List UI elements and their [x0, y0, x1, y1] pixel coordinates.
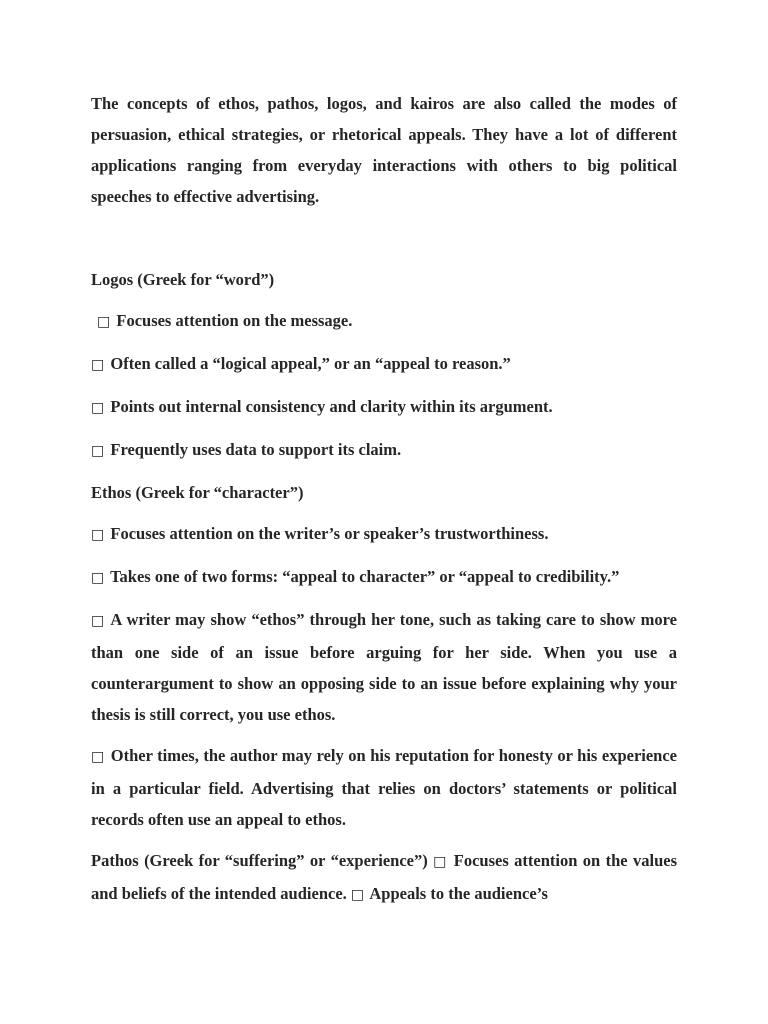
ethos-bullet-3 — [91, 604, 677, 730]
pathos-bullet-2-text: Appeals to the audience’s — [369, 884, 548, 903]
checkbox-bullet-icon: □ — [91, 357, 105, 373]
checkbox-bullet-icon: □ — [91, 613, 105, 629]
ethos-bullet-1 — [91, 518, 677, 551]
logos-bullet-1-text: Focuses attention on the message. — [116, 311, 353, 330]
logos-bullet-4-text: Frequently uses data to support its claim. — [110, 440, 402, 459]
checkbox-bullet-icon: □ — [91, 443, 105, 459]
checkbox-bullet-icon: □ — [91, 400, 105, 416]
intro-paragraph: The concepts of ethos, pathos, logos, and kairos are also called the modes of persuasion, ethical strategies, or rhetorical appeals. They have a lot of different applications ranging from everyday interactions with others to big political speeches to effective advertising. — [91, 94, 677, 206]
pathos-heading: Pathos (Greek for “suffering” or “experience”) — [91, 851, 428, 870]
checkbox-bullet-icon: □ — [91, 570, 105, 586]
logos-bullet-4 — [91, 434, 677, 467]
pathos-paragraph — [91, 845, 677, 907]
ethos-bullet-4-text: Other times, the author may rely on his reputation for honesty or his experience in a particular field. Advertising that relies on doctors’ statements or political records often use an appeal to ethos. — [91, 746, 677, 829]
ethos-bullet-1-text: Focuses attention on the writer’s or speaker’s trustworthiness. — [110, 524, 549, 543]
ethos-bullet-2-text: Takes one of two forms: “appeal to character” or “appeal to credibility.” — [110, 567, 620, 586]
checkbox-bullet-icon: □ — [91, 749, 105, 765]
ethos-bullet-2 — [91, 561, 677, 594]
logos-bullet-2 — [91, 348, 677, 381]
ethos-bullet-3-text: A writer may show “ethos” through her tone, such as taking care to show more than one side of an issue before arguing for her side. When you use a counterargument to show an opposing side to an issue before explaining why your thesis is still correct, you use ethos. — [91, 610, 678, 724]
ethos-heading: Ethos (Greek for “character”) — [91, 483, 304, 502]
checkbox-bullet-icon: □ — [433, 854, 447, 870]
checkbox-bullet-icon: □ — [91, 527, 105, 543]
pathos-bullet-1-text: Focuses attention on the values and beliefs of the intended audience. — [91, 851, 677, 903]
document-page — [91, 88, 677, 917]
logos-bullet-1 — [91, 305, 677, 338]
logos-bullet-3-text: Points out internal consistency and clarity within its argument. — [110, 397, 553, 416]
checkbox-bullet-icon: □ — [97, 314, 111, 330]
logos-heading: Logos (Greek for “word”) — [91, 270, 275, 289]
ethos-bullet-4 — [91, 740, 677, 835]
logos-bullet-2-text: Often called a “logical appeal,” or an “appeal to reason.” — [110, 354, 511, 373]
checkbox-bullet-icon: □ — [350, 887, 365, 903]
logos-bullet-3 — [91, 391, 677, 424]
